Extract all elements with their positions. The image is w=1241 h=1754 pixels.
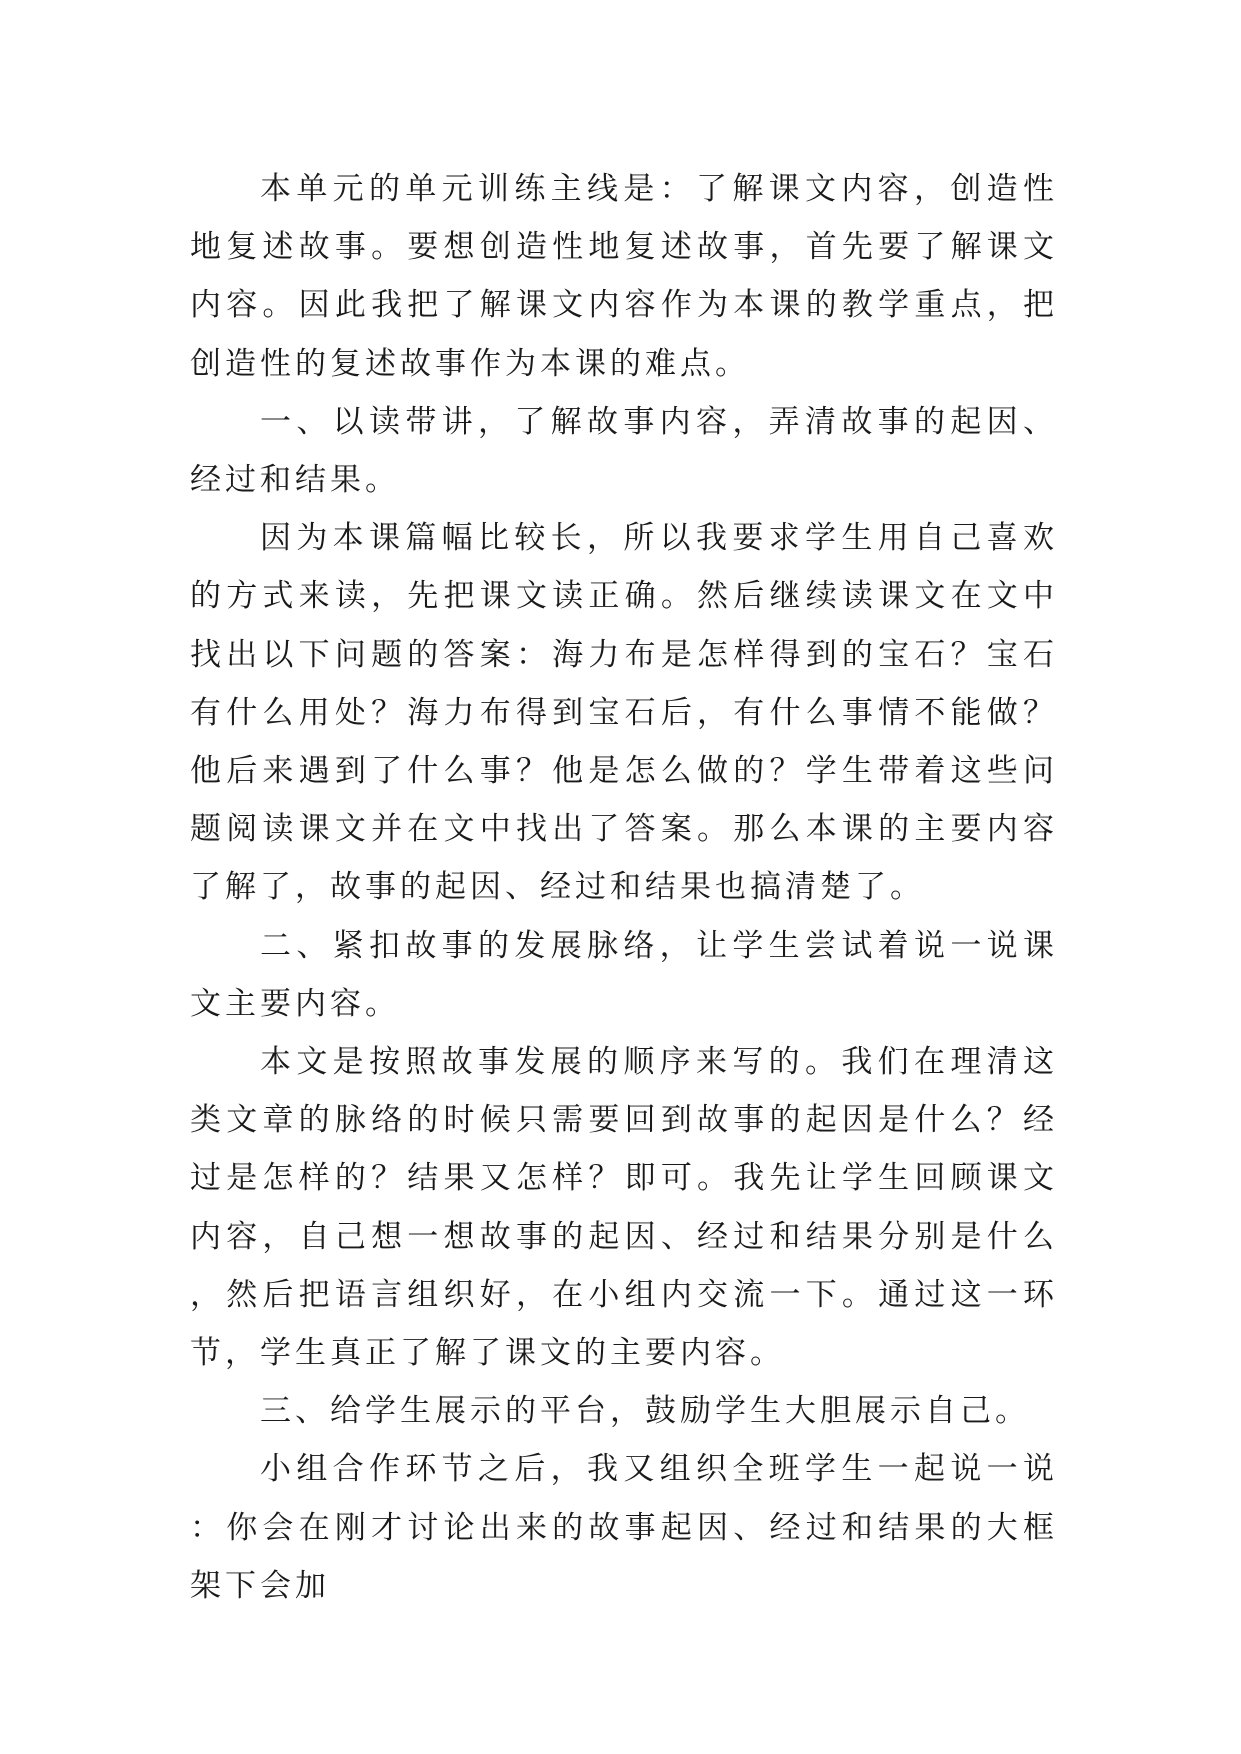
document-body [190,160,1058,1615]
paragraph-reading-method: 因为本课篇幅比较长，所以我要求学生用自己喜欢的方式来读，先把课文读正确。然后继续读课文在文中找出以下问题的答案：海力布是怎样得到的宝石？宝石有什么用处？海力布得到宝石后，有什么事情不能做？他后来遇到了什么事？他是怎么做的？学生带着这些问题阅读课文并在文中找出了答案。那么本课的主要内容了解了，故事的起因、经过和结果也搞清楚了。 [190,520,1058,906]
paragraph-unit-theme: 本单元的单元训练主线是：了解课文内容，创造性地复述故事。要想创造性地复述故事，首先要了解课文内容。因此我把了解课文内容作为本课的教学重点，把创造性的复述故事作为本课的难点。 [190,171,1058,382]
paragraph-group-work: 小组合作环节之后，我又组织全班学生一起说一说：你会在刚才讨论出来的故事起因、经过和结果的大框架下会加 [190,1451,1058,1604]
paragraph-story-structure: 本文是按照故事发展的顺序来写的。我们在理清这类文章的脉络的时候只需要回到故事的起因是什么？经过是怎样的？结果又怎样？即可。我先让学生回顾课文内容，自己想一想故事的起因、经过和结果分别是什么，然后把语言组织好，在小组内交流一下。通过这一环节，学生真正了解了课文的主要内容。 [190,1044,1058,1372]
paragraph-heading-2: 二、紧扣故事的发展脉络，让学生尝试着说一说课文主要内容。 [190,927,1058,1022]
paragraph-heading-3: 三、给学生展示的平台，鼓励学生大胆展示自己。 [260,1393,1030,1430]
paragraph-heading-1: 一、以读带讲，了解故事内容，弄清故事的起因、经过和结果。 [190,403,1058,499]
